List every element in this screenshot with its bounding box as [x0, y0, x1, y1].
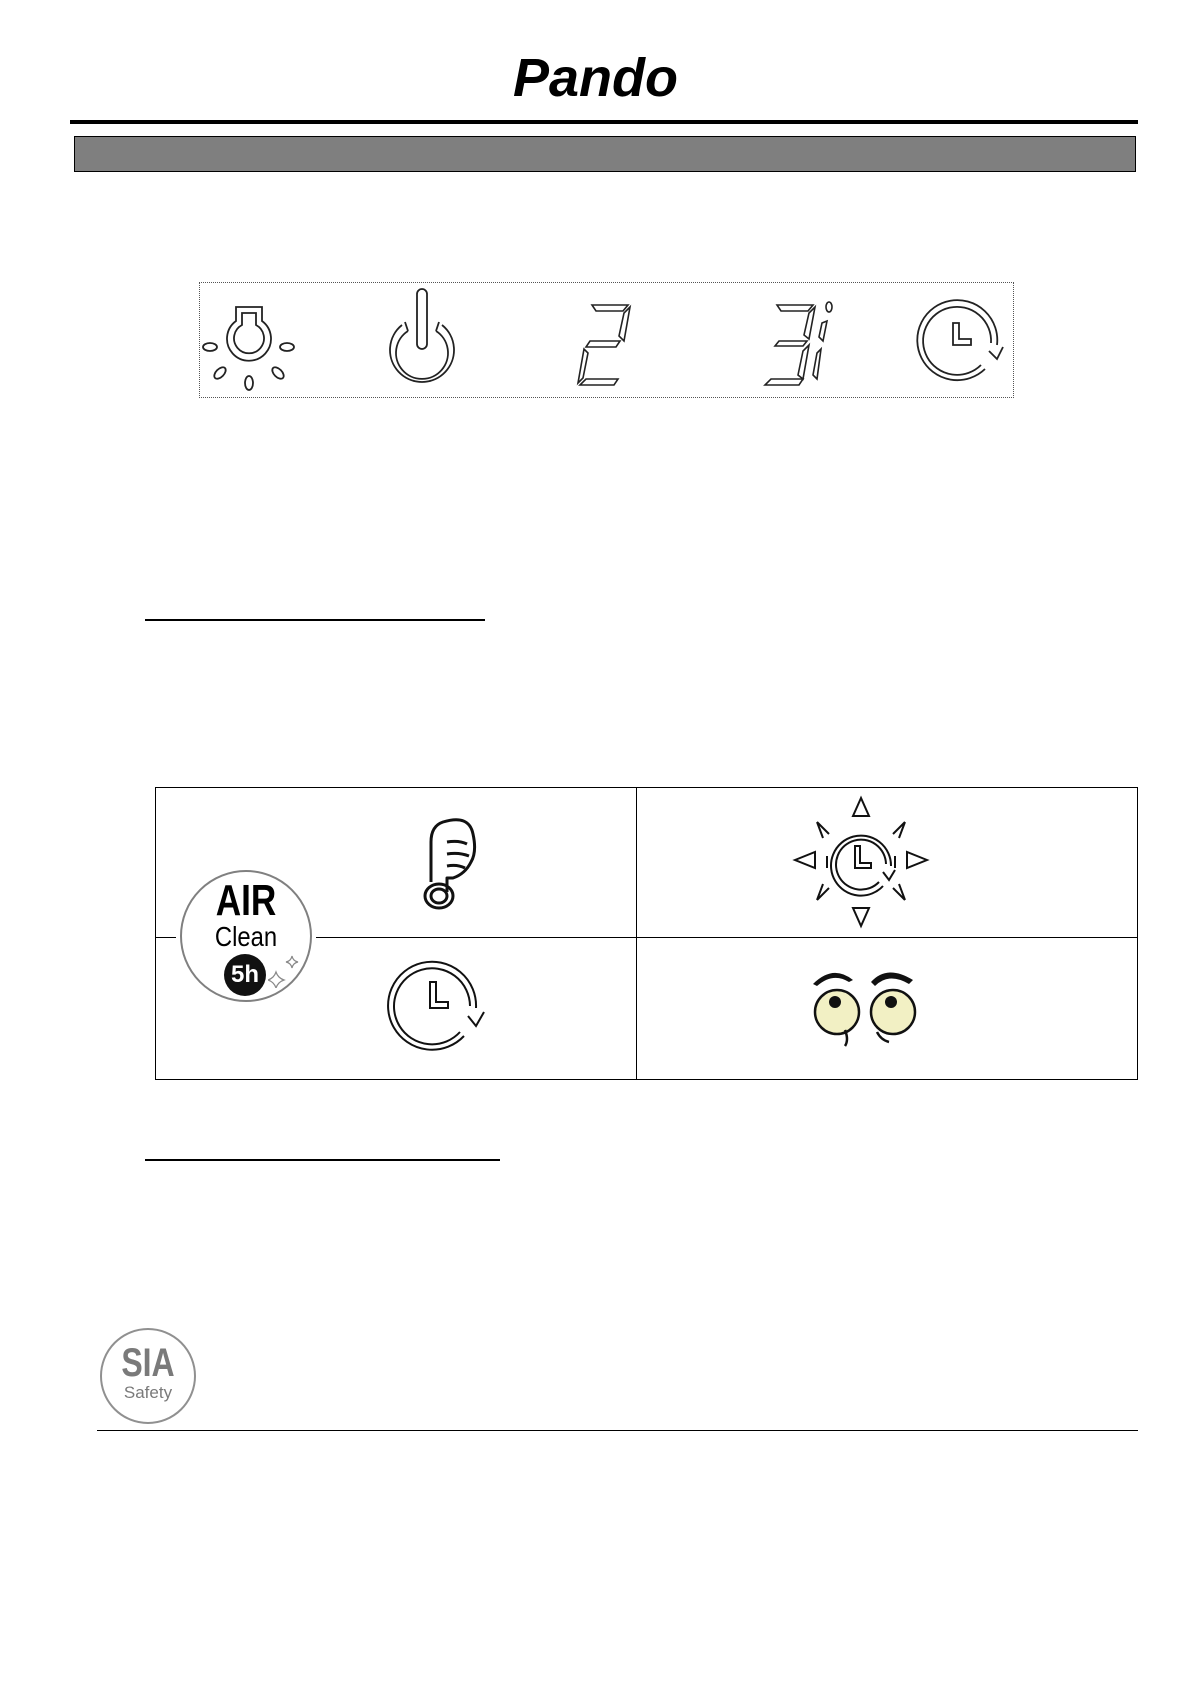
speed-2-icon	[562, 283, 642, 399]
speed-3-intensive-icon	[755, 283, 845, 399]
air-clean-hours: 5h	[224, 954, 266, 996]
timer-icon	[386, 946, 496, 1062]
air-clean-badge-subtitle: Clean	[214, 921, 278, 952]
section-heading-underline	[145, 619, 485, 621]
sia-logo-title: SIA	[121, 1341, 175, 1385]
air-clean-badge	[180, 870, 312, 1002]
sparkle-icon	[268, 952, 304, 988]
timer-icon	[915, 283, 1015, 399]
footer-rule	[97, 1430, 1138, 1431]
table-divider	[316, 937, 636, 938]
power-icon	[372, 283, 472, 399]
control-panel-diagram	[199, 282, 1014, 398]
blinking-timer-icon	[791, 794, 931, 930]
section-heading-underline	[145, 1159, 500, 1161]
section-title-bar	[74, 136, 1136, 172]
table-divider	[636, 788, 637, 1079]
looking-eyes-icon	[811, 966, 921, 1050]
table-divider	[636, 937, 1137, 938]
table-divider	[156, 937, 176, 938]
sia-logo-subtitle: Safety	[123, 1383, 173, 1402]
sia-safety-logo	[100, 1328, 196, 1424]
light-icon	[200, 283, 300, 399]
header-rule	[70, 120, 1138, 124]
press-finger-icon	[411, 812, 491, 912]
brand-logo: Pando	[512, 48, 678, 108]
air-clean-badge-title: AIR	[215, 876, 277, 925]
